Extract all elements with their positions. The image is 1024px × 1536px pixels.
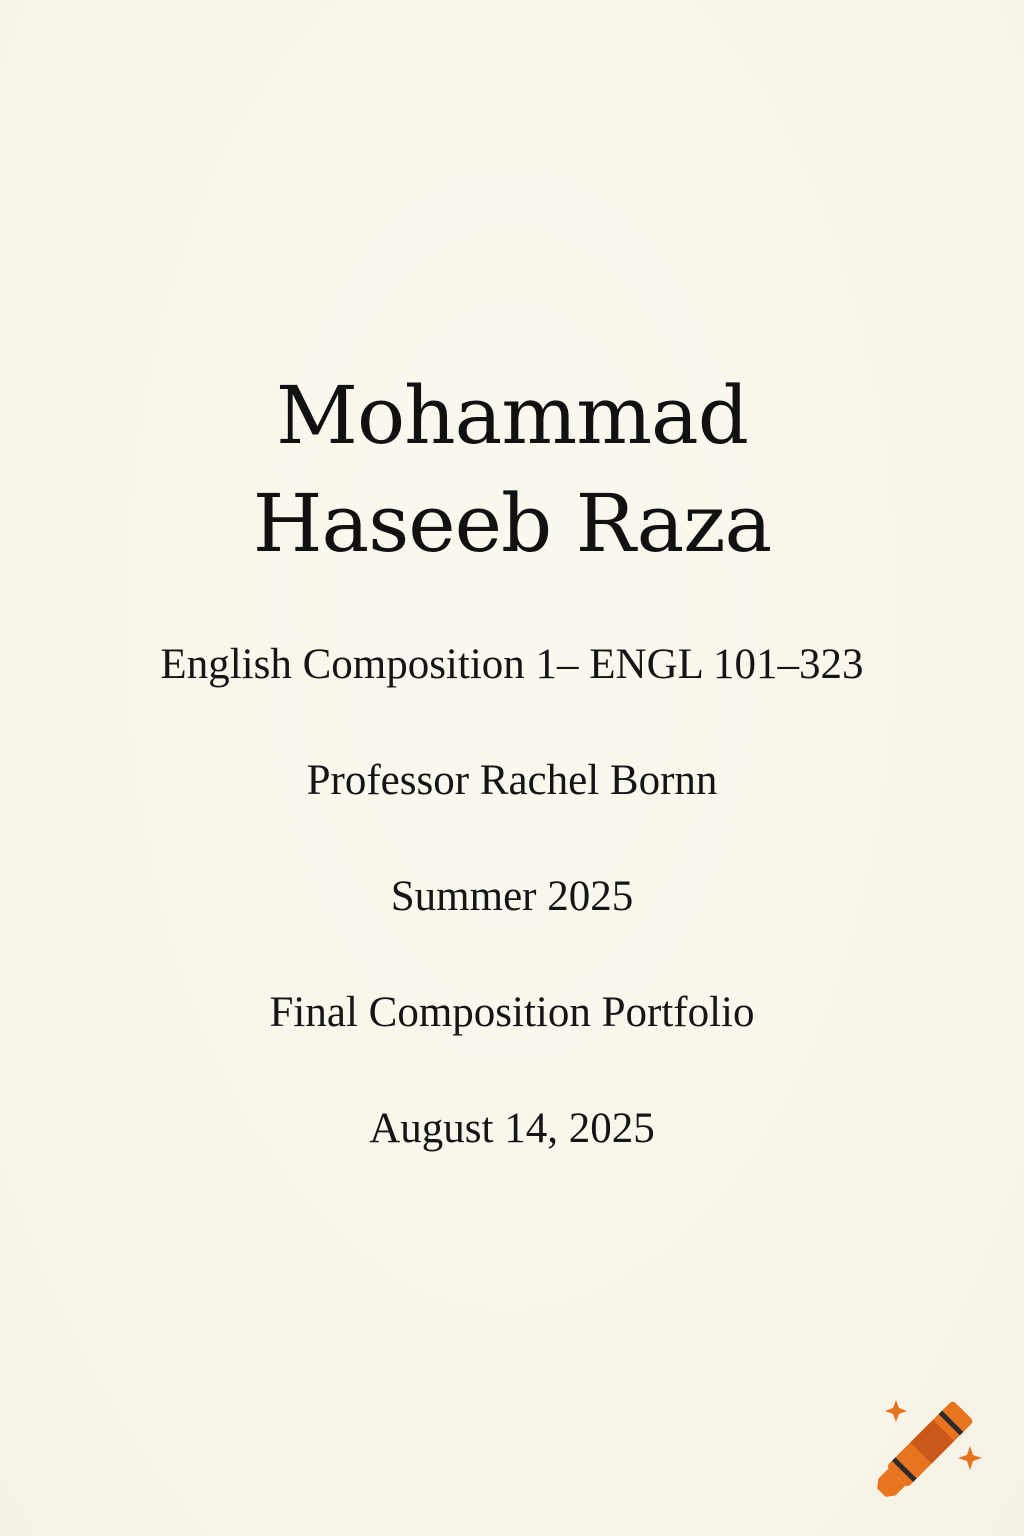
crayon-sparkle-icon xyxy=(866,1380,990,1504)
sparkle-icon xyxy=(885,1400,907,1422)
document-title: Final Composition Portfolio xyxy=(269,989,755,1036)
course-line: English Composition 1– ENGL 101–323 xyxy=(160,641,864,688)
sparkle-icon xyxy=(958,1446,982,1470)
date-line: August 14, 2025 xyxy=(369,1105,655,1152)
author-name-line-1: Mohammad xyxy=(276,369,748,462)
author-name xyxy=(0,362,1024,578)
author-name-line-2: Haseeb Raza xyxy=(252,477,772,570)
term-line: Summer 2025 xyxy=(390,873,634,920)
professor-line: Professor Rachel Bornn xyxy=(306,757,718,804)
